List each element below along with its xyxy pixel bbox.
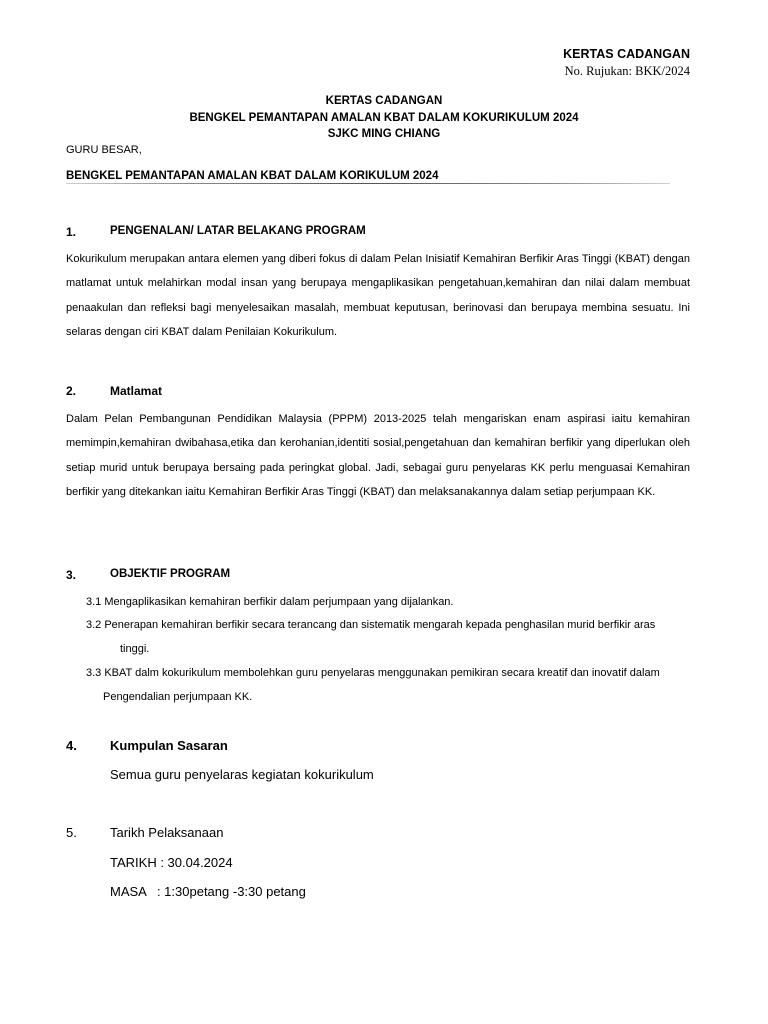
objective-item-3-3: 3.3 KBAT dalm kokurikulum membolehkan guru penyelaras menggunakan pemikiran secara kreatif dan inovatif dalam: [86, 667, 660, 679]
objective-item-3-2: 3.2 Penerapan kemahiran berfikir secara terancang dan sistematik mengarah kepada penghasilan murid berfikir aras: [86, 619, 656, 631]
objective-item-3-3-continuation: Pengendalian perjumpaan KK.: [103, 691, 253, 703]
title-line-1: KERTAS CADANGAN: [325, 95, 443, 107]
implementation-time: MASA : 1:30petang -3:30 petang: [110, 884, 306, 899]
subject-underline: [66, 183, 670, 184]
objective-item-3-1: 3.1 Mengaplikasikan kemahiran berfikir dalam perjumpaan yang dijalankan.: [86, 596, 454, 608]
section-1-title: PENGENALAN/ LATAR BELAKANG PROGRAM: [110, 225, 366, 237]
title-line-3: SJKC MING CHIANG: [327, 128, 441, 140]
section-3-title: OBJEKTIF PROGRAM: [110, 568, 231, 580]
section-3-number: 3.: [66, 568, 77, 582]
addressee: GURU BESAR,: [66, 144, 142, 156]
section-1-body: Kokurikulum merupakan antara elemen yang diberi fokus di dalam Pelan Inisiatif Kemahiran Berfikir Aras Tinggi (KBAT) dengan matlamat untuk melahirkan modal insan yang berupaya mengaplikasikan pengetahuan,kemahiran dan nilai dalam membuat penaakulan dan refleksi bagi menyelesaikan masalah, membuat keputusan, berinovasi dan berupaya membina sesuatu. Ini selaras dengan ciri KBAT dalam Penilaian Kokurikulum.: [66, 253, 690, 338]
title-line-2: BENGKEL PEMANTAPAN AMALAN KBAT DALAM KOKURIKULUM 2024: [189, 112, 579, 124]
section-2-title: Matlamat: [110, 384, 163, 398]
section-2-body: Dalam Pelan Pembangunan Pendidikan Malaysia (PPPM) 2013-2025 telah mengariskan enam aspirasi iaitu kemahiran memimpin,kemahiran dwibahasa,etika dan kerohanian,identiti sosial,pengetahuan dan kemahiran berfikir yang diperlukan oleh setiap murid untuk berupaya bersaing pada peringkat global. Jadi, sebagai guru penyelaras KK perlu menguasai Kemahiran berfikir yang ditekankan iaitu Kemahiran Berfikir Aras Tinggi (KBAT) dan melaksanakannya dalam setiap perjumpaan KK.: [66, 413, 690, 498]
section-4-number: 4.: [66, 738, 77, 753]
reference-number: No. Rujukan: BKK/2024: [564, 64, 690, 78]
implementation-date: TARIKH : 30.04.2024: [110, 855, 233, 870]
section-2-number: 2.: [66, 384, 77, 398]
section-4-body: Semua guru penyelaras kegiatan kokurikulum: [110, 767, 374, 782]
section-4-title: Kumpulan Sasaran: [110, 738, 228, 753]
section-1-number: 1.: [66, 225, 77, 239]
section-5-title: Tarikh Pelaksanaan: [110, 825, 224, 840]
objective-item-3-2-continuation: tinggi.: [120, 643, 150, 655]
section-5-number: 5.: [66, 825, 77, 840]
subject-line: BENGKEL PEMANTAPAN AMALAN KBAT DALAM KORIKULUM 2024: [66, 170, 439, 182]
document-type-label: KERTAS CADANGAN: [563, 47, 690, 61]
